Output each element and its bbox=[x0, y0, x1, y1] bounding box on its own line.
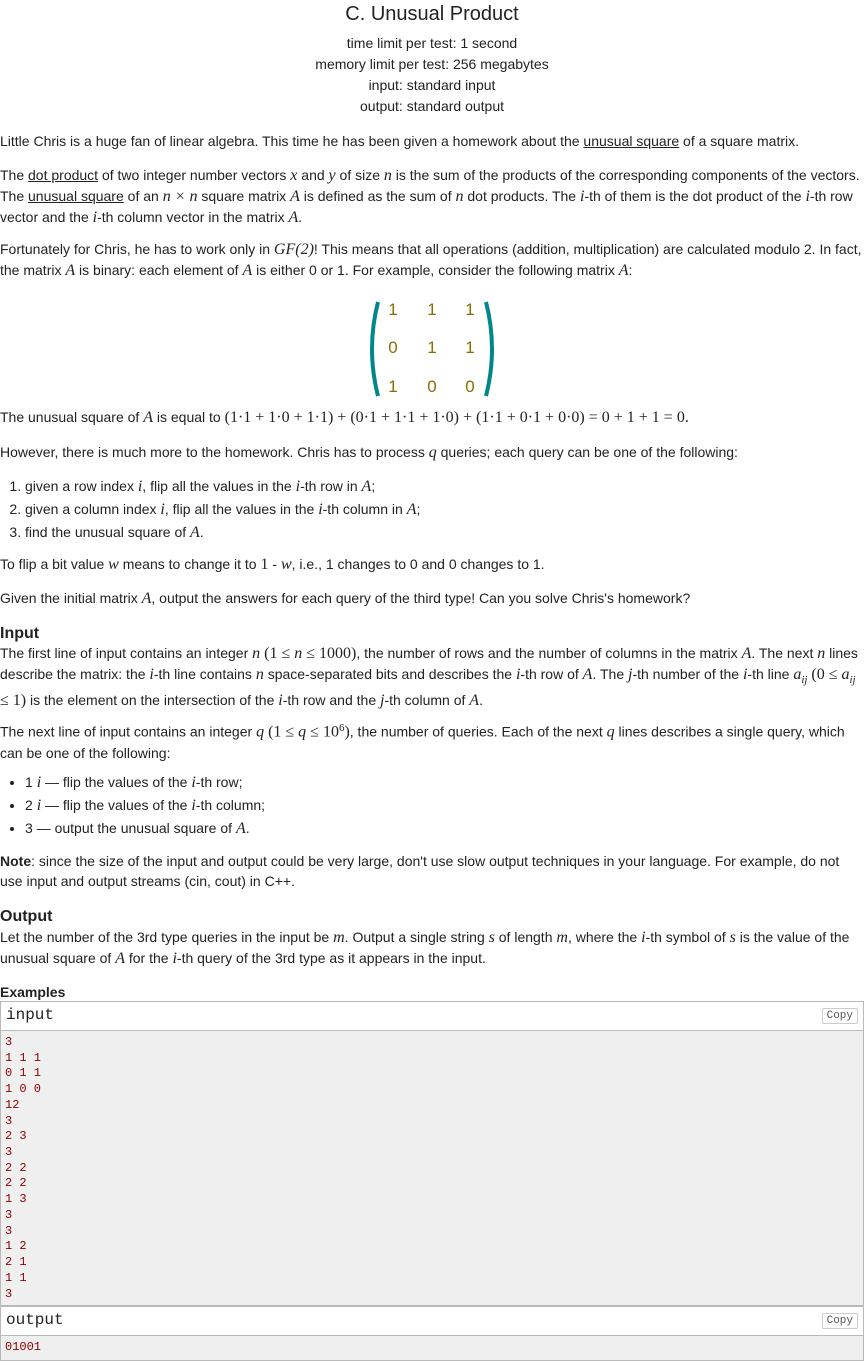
matrix-cell: 1 bbox=[388, 300, 398, 319]
sample-line: 2 2 bbox=[5, 1176, 27, 1191]
sample-line: 1 3 bbox=[5, 1192, 27, 1207]
input-file: input: standard input bbox=[368, 77, 496, 93]
sample-line: 1 1 bbox=[5, 1270, 27, 1285]
sample-line: 1 1 1 bbox=[5, 1050, 42, 1065]
sample-output-label: output bbox=[6, 1311, 64, 1329]
matrix-cell: 0 bbox=[388, 338, 398, 357]
copy-input-button[interactable]: Copy bbox=[822, 1008, 858, 1024]
statement-paragraph-6: To flip a bit value w means to change it to 1 - w, i.e., 1 changes to 0 and 0 changes to 1. bbox=[0, 556, 545, 573]
statement-paragraph-4: The unusual square of A is equal to (1·1 + 1·0 + 1·1) + (0·1 + 1·1 + 1·0) + (1·1 + 0·1 + 0·0) = 0 + 1 + 1 = 0. bbox=[0, 409, 689, 426]
list-item: 3. find the unusual square of A. bbox=[25, 521, 864, 544]
query-type-list bbox=[0, 475, 864, 544]
input-section-title: Input bbox=[0, 625, 40, 642]
sample-line: 3 bbox=[5, 1113, 13, 1128]
list-item: 2. given a column index i, flip all the values in the i-th column in A; bbox=[25, 498, 864, 521]
matrix-cell: 0 bbox=[465, 377, 475, 396]
sample-input-header bbox=[1, 1002, 863, 1031]
sample-output-content[interactable] bbox=[1, 1336, 863, 1360]
output-file: output: standard output bbox=[360, 98, 504, 114]
unusual-square-formula: (1·1 + 1·0 + 1·1) + (0·1 + 1·1 + 1·0) + (1·1 + 0·1 + 0·0) = 0 + 1 + 1 = 0. bbox=[224, 409, 689, 426]
time-limit: time limit per test: 1 second bbox=[346, 35, 518, 51]
sample-output-header bbox=[1, 1307, 863, 1336]
sample-input-label: input bbox=[6, 1006, 55, 1024]
memory-limit: memory limit per test: 256 megabytes bbox=[315, 56, 549, 72]
sample-line: 3 bbox=[5, 1035, 13, 1049]
sample-line: 2 2 bbox=[5, 1160, 27, 1175]
matrix-right-paren bbox=[484, 298, 500, 400]
sample-line: 3 bbox=[5, 1207, 13, 1222]
list-item: 1. given a row index i, flip all the values in the i-th row in A; bbox=[25, 475, 864, 498]
matrix-cell: 0 bbox=[427, 377, 437, 396]
matrix-cell: 1 bbox=[465, 300, 475, 319]
sample-line: 2 3 bbox=[5, 1129, 27, 1144]
statement-paragraph-1: Little Chris is a huge fan of linear algebra. This time he has been given a homework about the unusual square of a square matrix. bbox=[0, 133, 799, 149]
sample-line: 3 bbox=[5, 1286, 13, 1301]
query-format-list bbox=[0, 771, 864, 840]
list-item: • 2 i — flip the values of the i-th column; bbox=[25, 794, 864, 817]
sample-input-content[interactable] bbox=[1, 1031, 863, 1305]
input-paragraph-1: The first line of input contains an integer n (1 ≤ n ≤ 1000), the number of rows and the number of columns in the matrix A. The next n lines describe the matrix: the i-th line contains n space-separated bits and describes the i-th row of A. The j-th number of the i-th line $a_{ij}$ $(0 \le a_{ij} \le 1)$ is the element on the intersection of the i-th row and the j-th column of A. bbox=[0, 645, 858, 709]
sample-line: 2 1 bbox=[5, 1255, 27, 1270]
input-note: Note: since the size of the input and output could be very large, don't use slow output techniques in your language. For example, do not use input and output streams (cin, cout) in C++. bbox=[0, 853, 840, 889]
sample-output-box bbox=[0, 1306, 864, 1361]
matrix-cell: 1 bbox=[427, 338, 437, 357]
sample-line: 3 bbox=[5, 1223, 13, 1238]
list-item: • 3 — output the unusual square of A. bbox=[25, 817, 864, 840]
statement-paragraph-2: The dot product of two integer number vectors x and y of size n is the sum of the products of the corresponding components of the vectors. The unusual square of an n × n square matrix A is defined as the sum of n dot products. The i-th of them is the dot product of the i-th row vector and the i-th column vector in the matrix A. bbox=[0, 167, 860, 226]
input-paragraph-2: The next line of input contains an integer q $(1 \le q \le 10^6)$, the number of queries. Each of the next q lines describes a single query, which can be one of the following: bbox=[0, 722, 845, 761]
sample-line: 0 1 1 bbox=[5, 1066, 42, 1081]
unusual-square-link[interactable]: unusual square bbox=[583, 133, 680, 149]
sample-line: 1 2 bbox=[5, 1239, 27, 1254]
unusual-square-link-2[interactable]: unusual square bbox=[28, 188, 124, 204]
sample-input-box bbox=[0, 1001, 864, 1306]
example-matrix bbox=[364, 298, 500, 400]
matrix-cell: 1 bbox=[388, 377, 398, 396]
matrix-cell: 1 bbox=[465, 338, 475, 357]
matrix-cell: 1 bbox=[427, 300, 437, 319]
sample-line: 3 bbox=[5, 1145, 13, 1160]
statement-paragraph-5: However, there is much more to the homework. Chris has to process q queries; each query can be one of the following: bbox=[0, 444, 738, 461]
problem-header bbox=[0, 0, 864, 117]
sample-line: 01001 bbox=[5, 1340, 42, 1354]
dot-product-link[interactable]: dot product bbox=[28, 167, 99, 183]
examples-title: Examples bbox=[0, 984, 66, 1000]
sample-line: 1 0 0 bbox=[5, 1082, 42, 1097]
matrix-left-paren bbox=[364, 298, 380, 400]
list-item: • 1 i — flip the values of the i-th row; bbox=[25, 771, 864, 794]
problem-title: C. Unusual Product bbox=[345, 3, 519, 25]
statement-paragraph-7: Given the initial matrix A, output the answers for each query of the third type! Can you solve Chris's homework? bbox=[0, 590, 691, 607]
output-section-title: Output bbox=[0, 908, 53, 925]
copy-output-button[interactable]: Copy bbox=[822, 1313, 858, 1329]
output-paragraph: Let the number of the 3rd type queries in the input be m. Output a single string s of length m, where the i-th symbol of s is the value of the unusual square of A for the i-th query of the 3rd type as it appears in the input. bbox=[0, 929, 850, 967]
statement-paragraph-3: Fortunately for Chris, he has to work only in GF(2)! This means that all operations (addition, multiplication) are calculated modulo 2. In fact, the matrix A is binary: each element of A is either 0 or 1. For example, consider the following matrix A: bbox=[0, 241, 862, 279]
sample-line: 12 bbox=[5, 1097, 20, 1112]
